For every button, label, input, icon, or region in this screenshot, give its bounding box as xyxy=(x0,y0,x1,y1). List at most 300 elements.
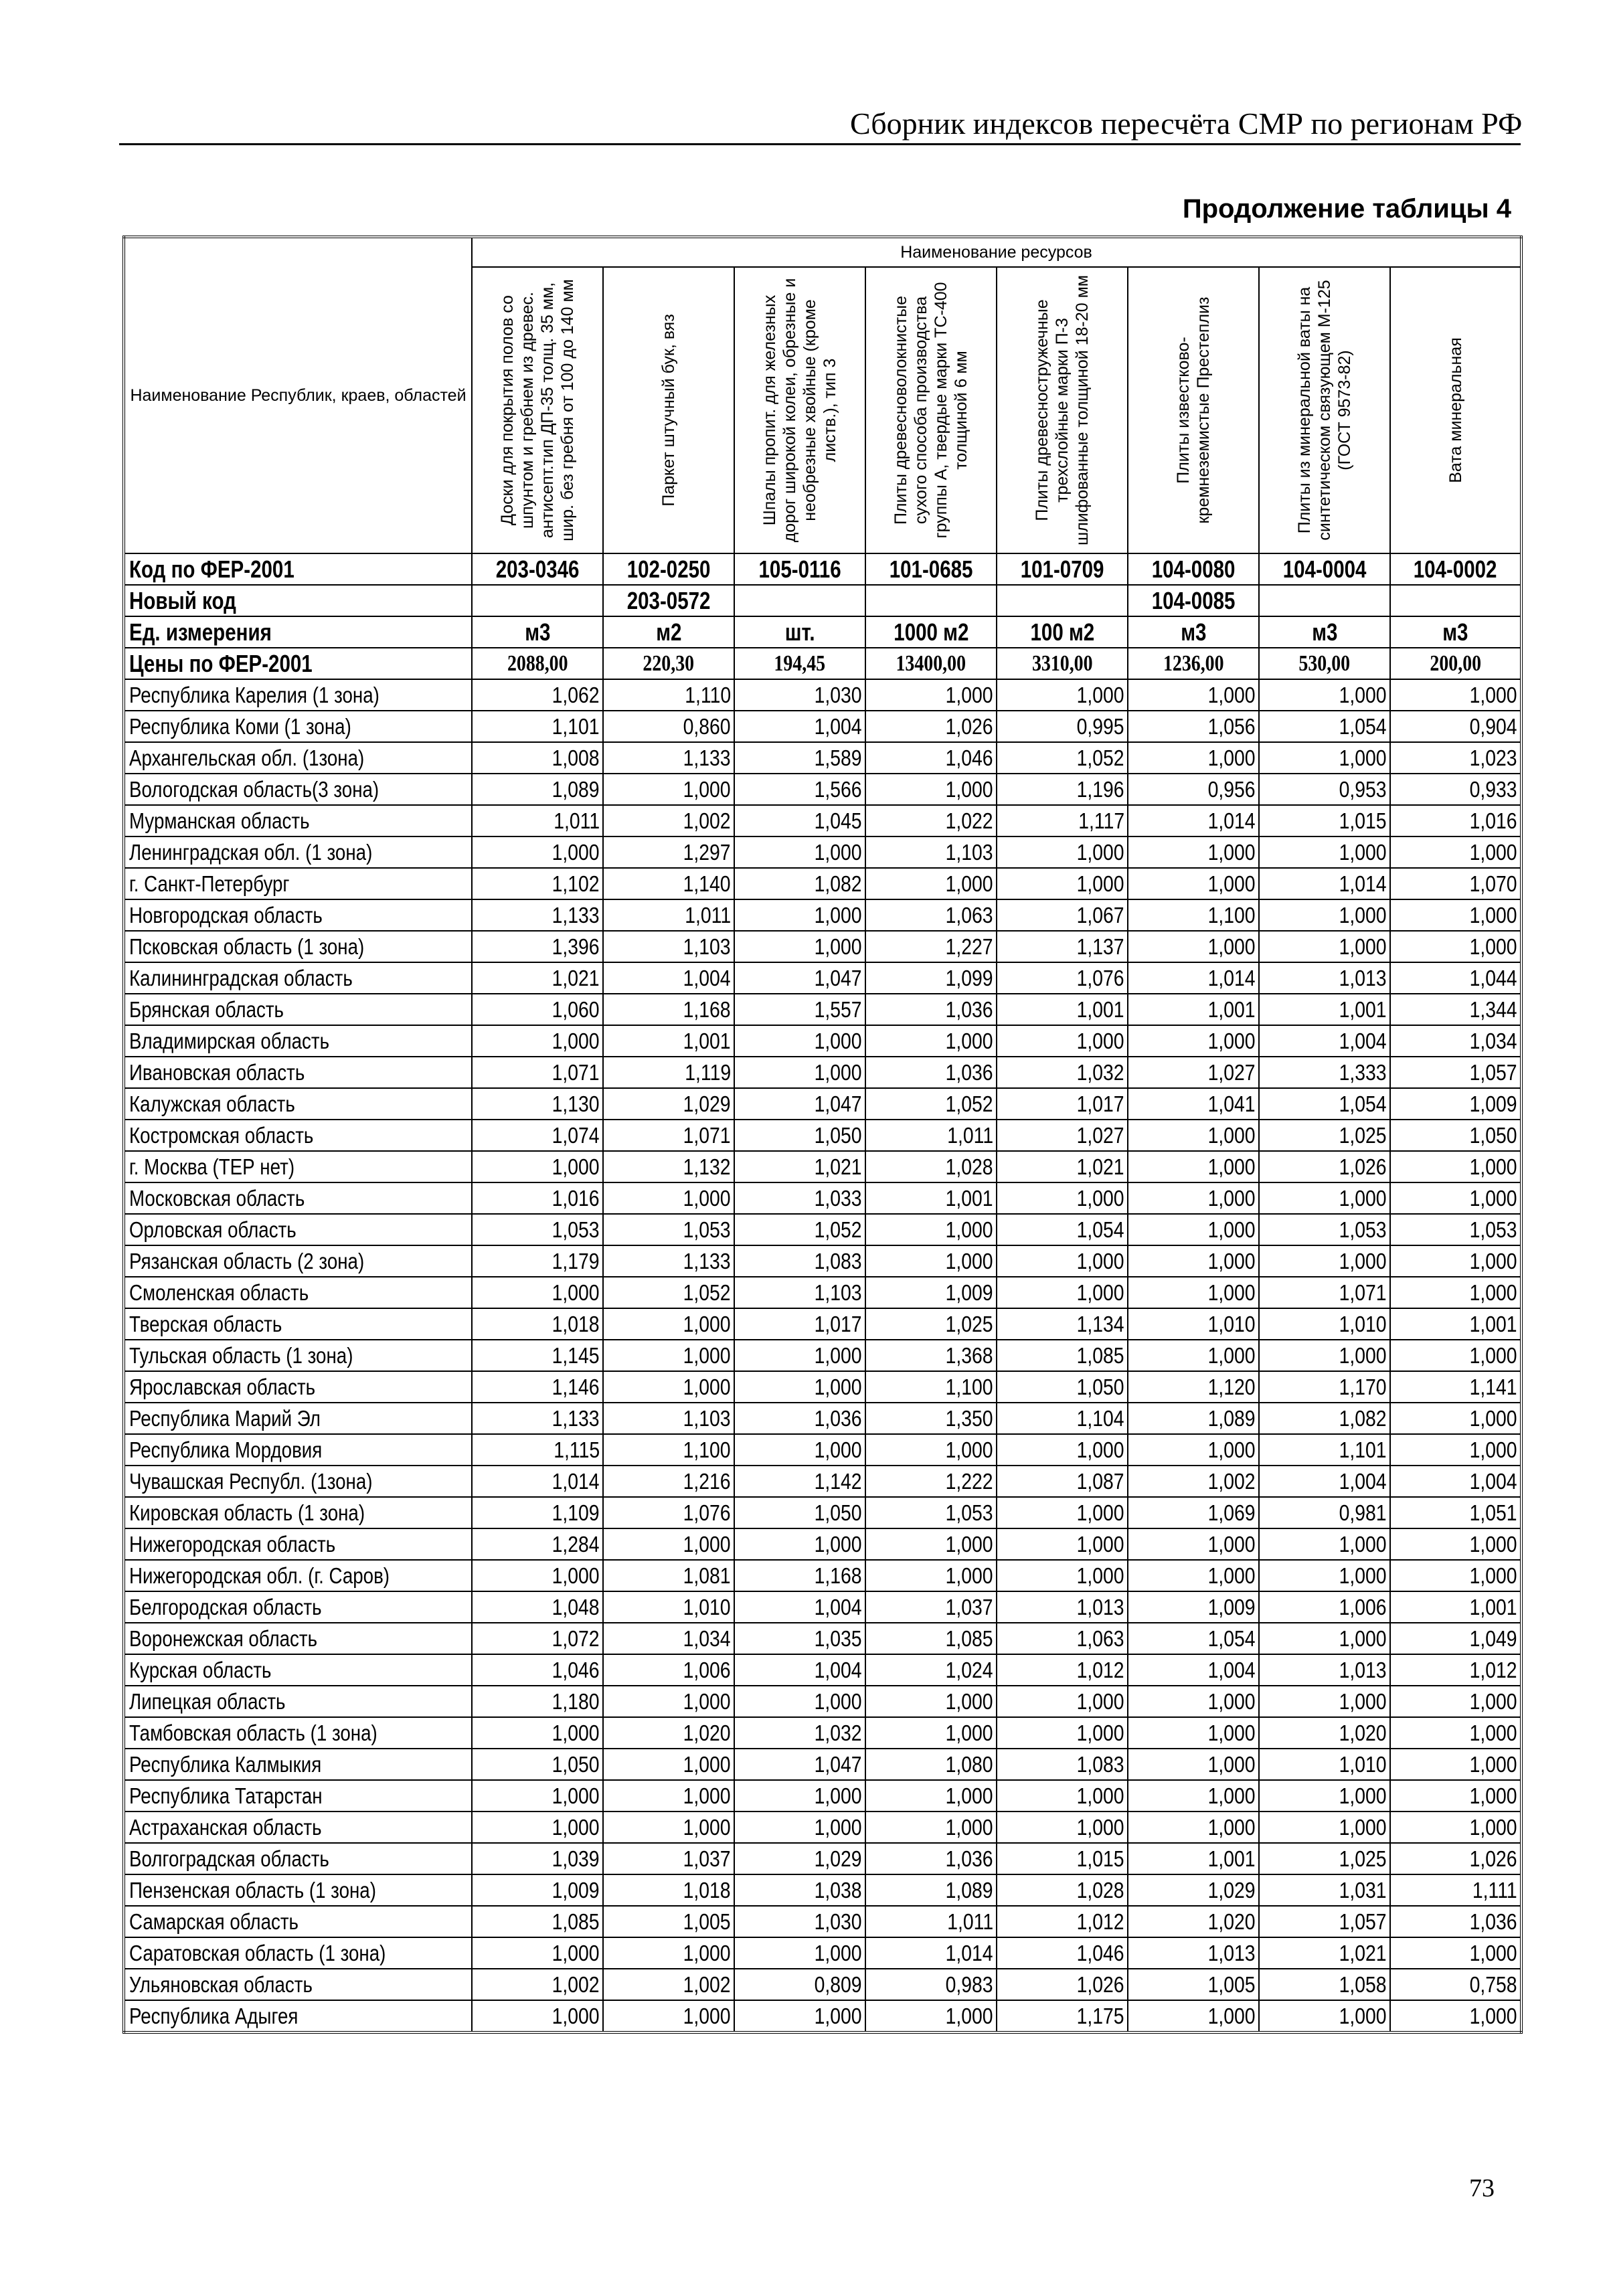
region-name: Республика Калмыкия xyxy=(124,1749,472,1780)
resources-group-header: Наименование ресурсов xyxy=(472,237,1521,267)
index-value: 1,000 xyxy=(997,1434,1128,1466)
index-value: 1,021 xyxy=(1259,1937,1390,1969)
fer-code-cell: 104-0004 xyxy=(1259,553,1390,585)
index-value: 1,067 xyxy=(997,899,1128,931)
index-value: 1,000 xyxy=(1390,1937,1521,1969)
index-value: 1,000 xyxy=(1390,1812,1521,1843)
index-value: 1,004 xyxy=(603,962,734,994)
region-name: Калининградская область xyxy=(124,962,472,994)
index-value: 1,009 xyxy=(865,1277,997,1308)
index-value: 1,048 xyxy=(472,1591,603,1623)
region-name: Белгородская область xyxy=(124,1591,472,1623)
table-row xyxy=(124,1528,1521,1560)
index-value: 0,758 xyxy=(1390,1969,1521,2000)
index-value: 1,000 xyxy=(865,1780,997,1812)
index-value: 1,089 xyxy=(865,1874,997,1906)
index-value: 1,069 xyxy=(1128,1497,1259,1528)
table-row xyxy=(124,1497,1521,1528)
index-value: 1,026 xyxy=(1259,1151,1390,1182)
fer-code-cell: 203-0346 xyxy=(472,553,603,585)
index-value: 1,015 xyxy=(1259,805,1390,836)
index-value: 1,000 xyxy=(1390,1560,1521,1591)
index-value: 1,001 xyxy=(997,994,1128,1025)
index-value: 1,024 xyxy=(865,1654,997,1686)
index-value: 1,000 xyxy=(865,1434,997,1466)
index-value: 1,000 xyxy=(603,774,734,805)
index-value: 1,000 xyxy=(472,1812,603,1843)
index-value: 1,134 xyxy=(997,1308,1128,1340)
index-value: 1,000 xyxy=(603,2000,734,2032)
index-value: 1,000 xyxy=(472,1560,603,1591)
region-name: Кировская область (1 зона) xyxy=(124,1497,472,1528)
index-value: 1,017 xyxy=(734,1308,865,1340)
region-name: Республика Татарстан xyxy=(124,1780,472,1812)
table-row xyxy=(124,931,1521,962)
new-code-cell xyxy=(734,585,865,616)
fer-code-cell: 101-0685 xyxy=(865,553,997,585)
price-cell: 1236,00 xyxy=(1128,648,1259,679)
index-value: 1,168 xyxy=(603,994,734,1025)
index-value: 1,000 xyxy=(1390,1245,1521,1277)
index-value: 1,000 xyxy=(1259,679,1390,711)
index-value: 1,054 xyxy=(1259,1088,1390,1120)
region-name: Республика Марий Эл xyxy=(124,1403,472,1434)
index-value: 1,284 xyxy=(472,1528,603,1560)
index-value: 1,000 xyxy=(472,1717,603,1749)
region-name: Липецкая область xyxy=(124,1686,472,1717)
index-value: 1,020 xyxy=(603,1717,734,1749)
index-value: 1,009 xyxy=(1128,1591,1259,1623)
index-value: 1,034 xyxy=(603,1623,734,1654)
index-value: 1,000 xyxy=(1390,899,1521,931)
index-value: 1,000 xyxy=(1128,1812,1259,1843)
index-value: 1,000 xyxy=(865,1686,997,1717)
index-value: 1,000 xyxy=(1390,836,1521,868)
index-value: 1,000 xyxy=(603,1182,734,1214)
region-name: Воронежская область xyxy=(124,1623,472,1654)
index-value: 1,000 xyxy=(1390,931,1521,962)
index-value: 1,000 xyxy=(603,1371,734,1403)
index-value: 1,053 xyxy=(1259,1214,1390,1245)
index-value: 1,000 xyxy=(1259,931,1390,962)
index-value: 1,120 xyxy=(1128,1371,1259,1403)
index-value: 1,021 xyxy=(734,1151,865,1182)
index-value: 1,085 xyxy=(865,1623,997,1654)
index-value: 1,099 xyxy=(865,962,997,994)
resource-header xyxy=(472,267,603,553)
index-value: 1,000 xyxy=(734,931,865,962)
region-name: Ленинградская обл. (1 зона) xyxy=(124,836,472,868)
index-value: 1,051 xyxy=(1390,1497,1521,1528)
index-value: 1,000 xyxy=(1259,1182,1390,1214)
table-row xyxy=(124,1560,1521,1591)
index-value: 1,000 xyxy=(1128,1749,1259,1780)
index-value: 1,000 xyxy=(1259,1560,1390,1591)
index-value: 1,032 xyxy=(734,1717,865,1749)
index-value: 1,004 xyxy=(1259,1025,1390,1057)
index-value: 1,000 xyxy=(865,1528,997,1560)
index-value: 1,001 xyxy=(865,1182,997,1214)
region-name: Тамбовская область (1 зона) xyxy=(124,1717,472,1749)
index-value: 1,137 xyxy=(997,931,1128,962)
region-name: Московская область xyxy=(124,1182,472,1214)
index-value: 1,100 xyxy=(603,1434,734,1466)
index-value: 1,000 xyxy=(734,1434,865,1466)
region-name: Костромская область xyxy=(124,1120,472,1151)
index-value: 1,000 xyxy=(734,899,865,931)
index-value: 1,000 xyxy=(1259,899,1390,931)
index-value: 1,000 xyxy=(472,1277,603,1308)
index-value: 1,039 xyxy=(472,1843,603,1874)
index-value: 1,032 xyxy=(997,1057,1128,1088)
index-value: 1,000 xyxy=(997,1025,1128,1057)
index-value: 1,001 xyxy=(603,1025,734,1057)
resource-header xyxy=(1128,267,1259,553)
index-value: 1,000 xyxy=(997,1277,1128,1308)
table-row xyxy=(124,1182,1521,1214)
region-name: Брянская область xyxy=(124,994,472,1025)
index-value: 1,080 xyxy=(865,1749,997,1780)
index-value: 1,036 xyxy=(865,1057,997,1088)
table-row xyxy=(124,1874,1521,1906)
table-row xyxy=(124,1403,1521,1434)
index-value: 1,000 xyxy=(1128,1717,1259,1749)
table-row xyxy=(124,1749,1521,1780)
index-value: 1,047 xyxy=(734,1088,865,1120)
price-cell: 200,00 xyxy=(1390,648,1521,679)
index-value: 1,000 xyxy=(865,1812,997,1843)
resource-header xyxy=(734,267,865,553)
index-value: 1,000 xyxy=(1390,1182,1521,1214)
index-value: 1,020 xyxy=(1128,1906,1259,1937)
table-row xyxy=(124,1591,1521,1623)
resource-header xyxy=(1259,267,1390,553)
index-value: 1,027 xyxy=(1128,1057,1259,1088)
index-value: 1,030 xyxy=(734,679,865,711)
index-value: 1,013 xyxy=(997,1591,1128,1623)
resource-header xyxy=(603,267,734,553)
price-row xyxy=(124,648,1521,679)
index-value: 1,000 xyxy=(1128,679,1259,711)
index-value: 1,000 xyxy=(1259,742,1390,774)
index-value: 1,103 xyxy=(734,1277,865,1308)
table-row xyxy=(124,1120,1521,1151)
new-code-cell xyxy=(1390,585,1521,616)
index-value: 1,056 xyxy=(1128,711,1259,742)
price-cell: 530,00 xyxy=(1259,648,1390,679)
index-value: 1,004 xyxy=(734,1591,865,1623)
index-value: 1,052 xyxy=(865,1088,997,1120)
running-head: Сборник индексов пересчёта СМР по регионам РФ xyxy=(850,106,1523,141)
index-value: 1,083 xyxy=(997,1749,1128,1780)
index-value: 1,085 xyxy=(997,1340,1128,1371)
index-value: 1,000 xyxy=(734,1057,865,1088)
index-value: 1,000 xyxy=(472,2000,603,2032)
region-name: г. Санкт-Петербург xyxy=(124,868,472,899)
new-code-cell: 203-0572 xyxy=(603,585,734,616)
new-code-label: Новый код xyxy=(124,585,472,616)
price-cell: 220,30 xyxy=(603,648,734,679)
index-value: 1,050 xyxy=(997,1371,1128,1403)
index-value: 1,000 xyxy=(1128,2000,1259,2032)
index-value: 1,000 xyxy=(734,1812,865,1843)
index-value: 1,001 xyxy=(1390,1308,1521,1340)
index-value: 1,044 xyxy=(1390,962,1521,994)
index-value: 1,000 xyxy=(734,1528,865,1560)
index-value: 1,011 xyxy=(472,805,603,836)
index-value: 1,222 xyxy=(865,1466,997,1497)
table-row xyxy=(124,1277,1521,1308)
index-value: 1,000 xyxy=(472,1937,603,1969)
index-value: 1,000 xyxy=(1128,1245,1259,1277)
index-value: 1,037 xyxy=(603,1843,734,1874)
table-row xyxy=(124,1466,1521,1497)
resource-header xyxy=(865,267,997,553)
new-code-cell xyxy=(472,585,603,616)
index-value: 1,014 xyxy=(1128,962,1259,994)
index-value: 1,140 xyxy=(603,868,734,899)
index-value: 1,026 xyxy=(997,1969,1128,2000)
index-value: 1,000 xyxy=(1259,1812,1390,1843)
index-value: 1,010 xyxy=(1259,1749,1390,1780)
index-value: 1,396 xyxy=(472,931,603,962)
index-value: 1,000 xyxy=(1128,1686,1259,1717)
index-value: 1,009 xyxy=(1390,1088,1521,1120)
fer-code-label: Код по ФЕР-2001 xyxy=(124,553,472,585)
index-value: 1,076 xyxy=(997,962,1128,994)
index-value: 1,028 xyxy=(865,1151,997,1182)
table-body xyxy=(124,553,1521,2032)
index-value: 1,133 xyxy=(472,899,603,931)
region-name: Тверская область xyxy=(124,1308,472,1340)
index-value: 1,027 xyxy=(997,1120,1128,1151)
price-cell: 3310,00 xyxy=(997,648,1128,679)
resource-header xyxy=(1390,267,1521,553)
index-value: 1,000 xyxy=(997,1780,1128,1812)
index-value: 1,018 xyxy=(472,1308,603,1340)
index-value: 1,000 xyxy=(603,1812,734,1843)
index-value: 1,000 xyxy=(997,868,1128,899)
index-value: 0,956 xyxy=(1128,774,1259,805)
region-name: Владимирская область xyxy=(124,1025,472,1057)
index-value: 1,133 xyxy=(472,1403,603,1434)
index-value: 1,033 xyxy=(734,1182,865,1214)
index-value: 1,023 xyxy=(1390,742,1521,774)
index-value: 1,000 xyxy=(1259,836,1390,868)
index-value: 0,860 xyxy=(603,711,734,742)
index-value: 1,000 xyxy=(997,1560,1128,1591)
index-value: 1,031 xyxy=(1259,1874,1390,1906)
index-value: 1,180 xyxy=(472,1686,603,1717)
index-value: 1,000 xyxy=(1128,1560,1259,1591)
index-value: 1,000 xyxy=(1128,868,1259,899)
table-row xyxy=(124,962,1521,994)
new-code-row xyxy=(124,585,1521,616)
table-row xyxy=(124,1717,1521,1749)
index-value: 1,000 xyxy=(1259,1528,1390,1560)
index-value: 1,085 xyxy=(472,1906,603,1937)
region-name: Республика Мордовия xyxy=(124,1434,472,1466)
index-value: 1,036 xyxy=(865,994,997,1025)
index-value: 1,000 xyxy=(1390,1780,1521,1812)
index-value: 1,000 xyxy=(734,2000,865,2032)
index-value: 1,074 xyxy=(472,1120,603,1151)
region-name: Пензенская область (1 зона) xyxy=(124,1874,472,1906)
index-value: 1,117 xyxy=(997,805,1128,836)
index-value: 1,012 xyxy=(997,1906,1128,1937)
table-row xyxy=(124,1308,1521,1340)
index-value: 1,013 xyxy=(1259,1654,1390,1686)
table-row xyxy=(124,1623,1521,1654)
index-value: 1,115 xyxy=(472,1434,603,1466)
index-value: 1,100 xyxy=(865,1371,997,1403)
index-value: 1,100 xyxy=(1128,899,1259,931)
index-value: 1,000 xyxy=(997,1528,1128,1560)
index-value: 1,021 xyxy=(997,1151,1128,1182)
index-value: 1,030 xyxy=(734,1906,865,1937)
index-value: 1,012 xyxy=(997,1654,1128,1686)
table-row xyxy=(124,805,1521,836)
index-value: 1,001 xyxy=(1128,994,1259,1025)
index-value: 1,050 xyxy=(734,1497,865,1528)
index-value: 1,053 xyxy=(472,1214,603,1245)
region-name: Калужская область xyxy=(124,1088,472,1120)
index-value: 1,011 xyxy=(865,1120,997,1151)
index-value: 1,070 xyxy=(1390,868,1521,899)
table-row xyxy=(124,679,1521,711)
new-code-cell xyxy=(865,585,997,616)
index-value: 1,000 xyxy=(1390,1686,1521,1717)
region-name: Республика Коми (1 зона) xyxy=(124,711,472,742)
index-value: 1,050 xyxy=(472,1749,603,1780)
index-value: 1,297 xyxy=(603,836,734,868)
index-value: 1,010 xyxy=(1128,1308,1259,1340)
index-value: 1,566 xyxy=(734,774,865,805)
table-row xyxy=(124,1812,1521,1843)
index-value: 1,110 xyxy=(603,679,734,711)
index-value: 1,000 xyxy=(865,2000,997,2032)
region-name: Нижегородская обл. (г. Саров) xyxy=(124,1560,472,1591)
index-value: 1,005 xyxy=(1128,1969,1259,2000)
index-value: 1,000 xyxy=(603,1780,734,1812)
index-value: 1,000 xyxy=(1128,931,1259,962)
index-value: 1,050 xyxy=(1390,1120,1521,1151)
region-name: Вологодская область(3 зона) xyxy=(124,774,472,805)
table-row xyxy=(124,1340,1521,1371)
unit-cell: м3 xyxy=(1259,616,1390,648)
fer-code-cell: 104-0002 xyxy=(1390,553,1521,585)
index-value: 1,052 xyxy=(734,1214,865,1245)
index-value: 1,000 xyxy=(1128,836,1259,868)
index-value: 1,053 xyxy=(865,1497,997,1528)
index-value: 1,002 xyxy=(1128,1466,1259,1497)
index-value: 1,016 xyxy=(1390,805,1521,836)
index-value: 1,000 xyxy=(1128,1434,1259,1466)
unit-row xyxy=(124,616,1521,648)
region-name: Псковская область (1 зона) xyxy=(124,931,472,962)
index-value: 1,000 xyxy=(1390,1434,1521,1466)
index-value: 1,002 xyxy=(603,805,734,836)
index-value: 1,045 xyxy=(734,805,865,836)
table-row xyxy=(124,1654,1521,1686)
index-value: 1,368 xyxy=(865,1340,997,1371)
region-name: Нижегородская область xyxy=(124,1528,472,1560)
index-value: 1,057 xyxy=(1390,1057,1521,1088)
unit-cell: м3 xyxy=(472,616,603,648)
index-value: 1,082 xyxy=(734,868,865,899)
price-cell: 13400,00 xyxy=(865,648,997,679)
table-row xyxy=(124,1969,1521,2000)
table-row xyxy=(124,1371,1521,1403)
table-row xyxy=(124,1937,1521,1969)
index-value: 1,054 xyxy=(1128,1623,1259,1654)
table-row xyxy=(124,1025,1521,1057)
index-value: 1,054 xyxy=(1259,711,1390,742)
fer-code-cell: 105-0116 xyxy=(734,553,865,585)
index-value: 1,029 xyxy=(734,1843,865,1874)
index-value: 1,133 xyxy=(603,742,734,774)
index-value: 1,036 xyxy=(865,1843,997,1874)
index-value: 1,028 xyxy=(997,1874,1128,1906)
index-value: 1,170 xyxy=(1259,1371,1390,1403)
index-value: 1,001 xyxy=(1390,1591,1521,1623)
index-value: 1,038 xyxy=(734,1874,865,1906)
table-row xyxy=(124,1434,1521,1466)
index-value: 1,081 xyxy=(603,1560,734,1591)
index-value: 1,072 xyxy=(472,1623,603,1654)
index-value: 1,029 xyxy=(603,1088,734,1120)
index-value: 1,000 xyxy=(1390,1277,1521,1308)
region-name: Республика Адыгея xyxy=(124,2000,472,2032)
unit-cell: 100 м2 xyxy=(997,616,1128,648)
index-value: 1,103 xyxy=(603,931,734,962)
index-value: 1,000 xyxy=(472,1025,603,1057)
index-value: 1,132 xyxy=(603,1151,734,1182)
fer-code-cell: 102-0250 xyxy=(603,553,734,585)
index-value: 1,014 xyxy=(865,1937,997,1969)
index-value: 1,058 xyxy=(1259,1969,1390,2000)
index-value: 1,102 xyxy=(472,868,603,899)
table-row xyxy=(124,711,1521,742)
unit-cell: м2 xyxy=(603,616,734,648)
region-name: Ивановская область xyxy=(124,1057,472,1088)
table-row xyxy=(124,1057,1521,1088)
index-value: 1,145 xyxy=(472,1340,603,1371)
index-value: 1,227 xyxy=(865,931,997,962)
index-value: 1,142 xyxy=(734,1466,865,1497)
index-value: 1,046 xyxy=(997,1937,1128,1969)
index-value: 1,013 xyxy=(1259,962,1390,994)
resource-header xyxy=(997,267,1128,553)
index-value: 1,000 xyxy=(997,1686,1128,1717)
index-value: 1,103 xyxy=(603,1403,734,1434)
unit-cell: шт. xyxy=(734,616,865,648)
index-value: 1,000 xyxy=(603,1749,734,1780)
index-value: 1,000 xyxy=(865,774,997,805)
table-row xyxy=(124,1843,1521,1874)
index-value: 1,071 xyxy=(472,1057,603,1088)
index-value: 1,004 xyxy=(1259,1466,1390,1497)
resource-name: Шпалы пропит. для железных дорог широкой колеи, обрезные и необрезные хвойные (кроме листв.), тип 3 xyxy=(760,278,839,543)
index-value: 1,000 xyxy=(734,1780,865,1812)
index-value: 1,062 xyxy=(472,679,603,711)
table-row xyxy=(124,899,1521,931)
index-value: 1,557 xyxy=(734,994,865,1025)
index-value: 1,000 xyxy=(1390,1340,1521,1371)
table-row xyxy=(124,1151,1521,1182)
index-value: 1,087 xyxy=(997,1466,1128,1497)
index-value: 1,000 xyxy=(865,1025,997,1057)
